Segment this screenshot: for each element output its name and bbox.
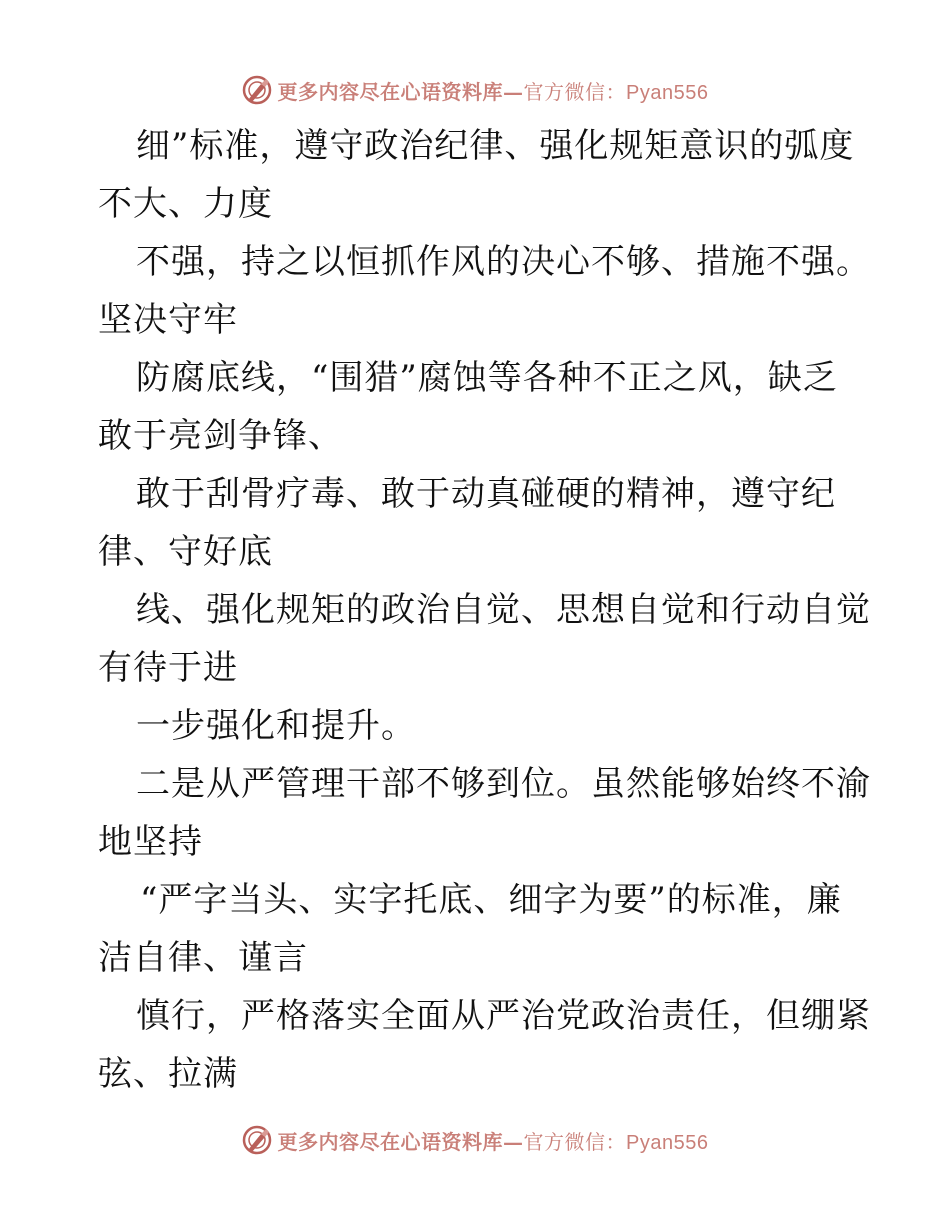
footer-separator: — [503, 1129, 524, 1154]
text-line: 二是从严管理干部不够到位。虽然能够始终不渝 [136, 764, 871, 804]
footer-watermark-text [278, 1126, 709, 1155]
text-line: 敢于刮骨疗毒、敢于动真碰硬的精神，遵守纪 [136, 474, 836, 514]
text-line: “严字当头、实字托底、细字为要”的标准，廉 [140, 880, 842, 920]
document-body [98, 117, 871, 1103]
header-watermark-text [278, 76, 709, 105]
text-line: 有待于进 [98, 648, 238, 688]
pen-nib-logo-icon [242, 1125, 272, 1155]
text-line: 一步强化和提升。 [136, 706, 416, 746]
text-line: 不大、力度 [98, 184, 273, 224]
text-line: 防腐底线，“围猎”腐蚀等各种不正之风，缺乏 [136, 358, 838, 398]
footer-brand-text: 更多内容尽在心语资料库 [277, 1129, 504, 1154]
text-line: 弦、拉满 [98, 1054, 238, 1094]
text-line: 坚决守牢 [98, 300, 238, 340]
header-wechat-text: 官方微信：Pyan556 [523, 81, 709, 104]
footer-watermark [0, 1120, 950, 1160]
header-watermark [0, 70, 950, 110]
text-line: 线、强化规矩的政治自觉、思想自觉和行动自觉 [136, 590, 871, 630]
header-separator: — [503, 79, 524, 104]
text-line: 律、守好底 [98, 532, 273, 572]
text-line: 慎行，严格落实全面从严治党政治责任，但绷紧 [136, 996, 871, 1036]
pen-nib-logo-icon [242, 75, 272, 105]
footer-wechat-text: 官方微信：Pyan556 [523, 1131, 709, 1154]
text-line: 敢于亮剑争锋、 [98, 416, 343, 456]
text-line: 地坚持 [98, 822, 203, 862]
text-line: 洁自律、谨言 [98, 938, 308, 978]
text-line: 细”标准，遵守政治纪律、强化规矩意识的弧度 [136, 126, 855, 166]
header-brand-text: 更多内容尽在心语资料库 [277, 79, 504, 104]
text-line: 不强，持之以恒抓作风的决心不够、措施不强。 [136, 242, 871, 282]
